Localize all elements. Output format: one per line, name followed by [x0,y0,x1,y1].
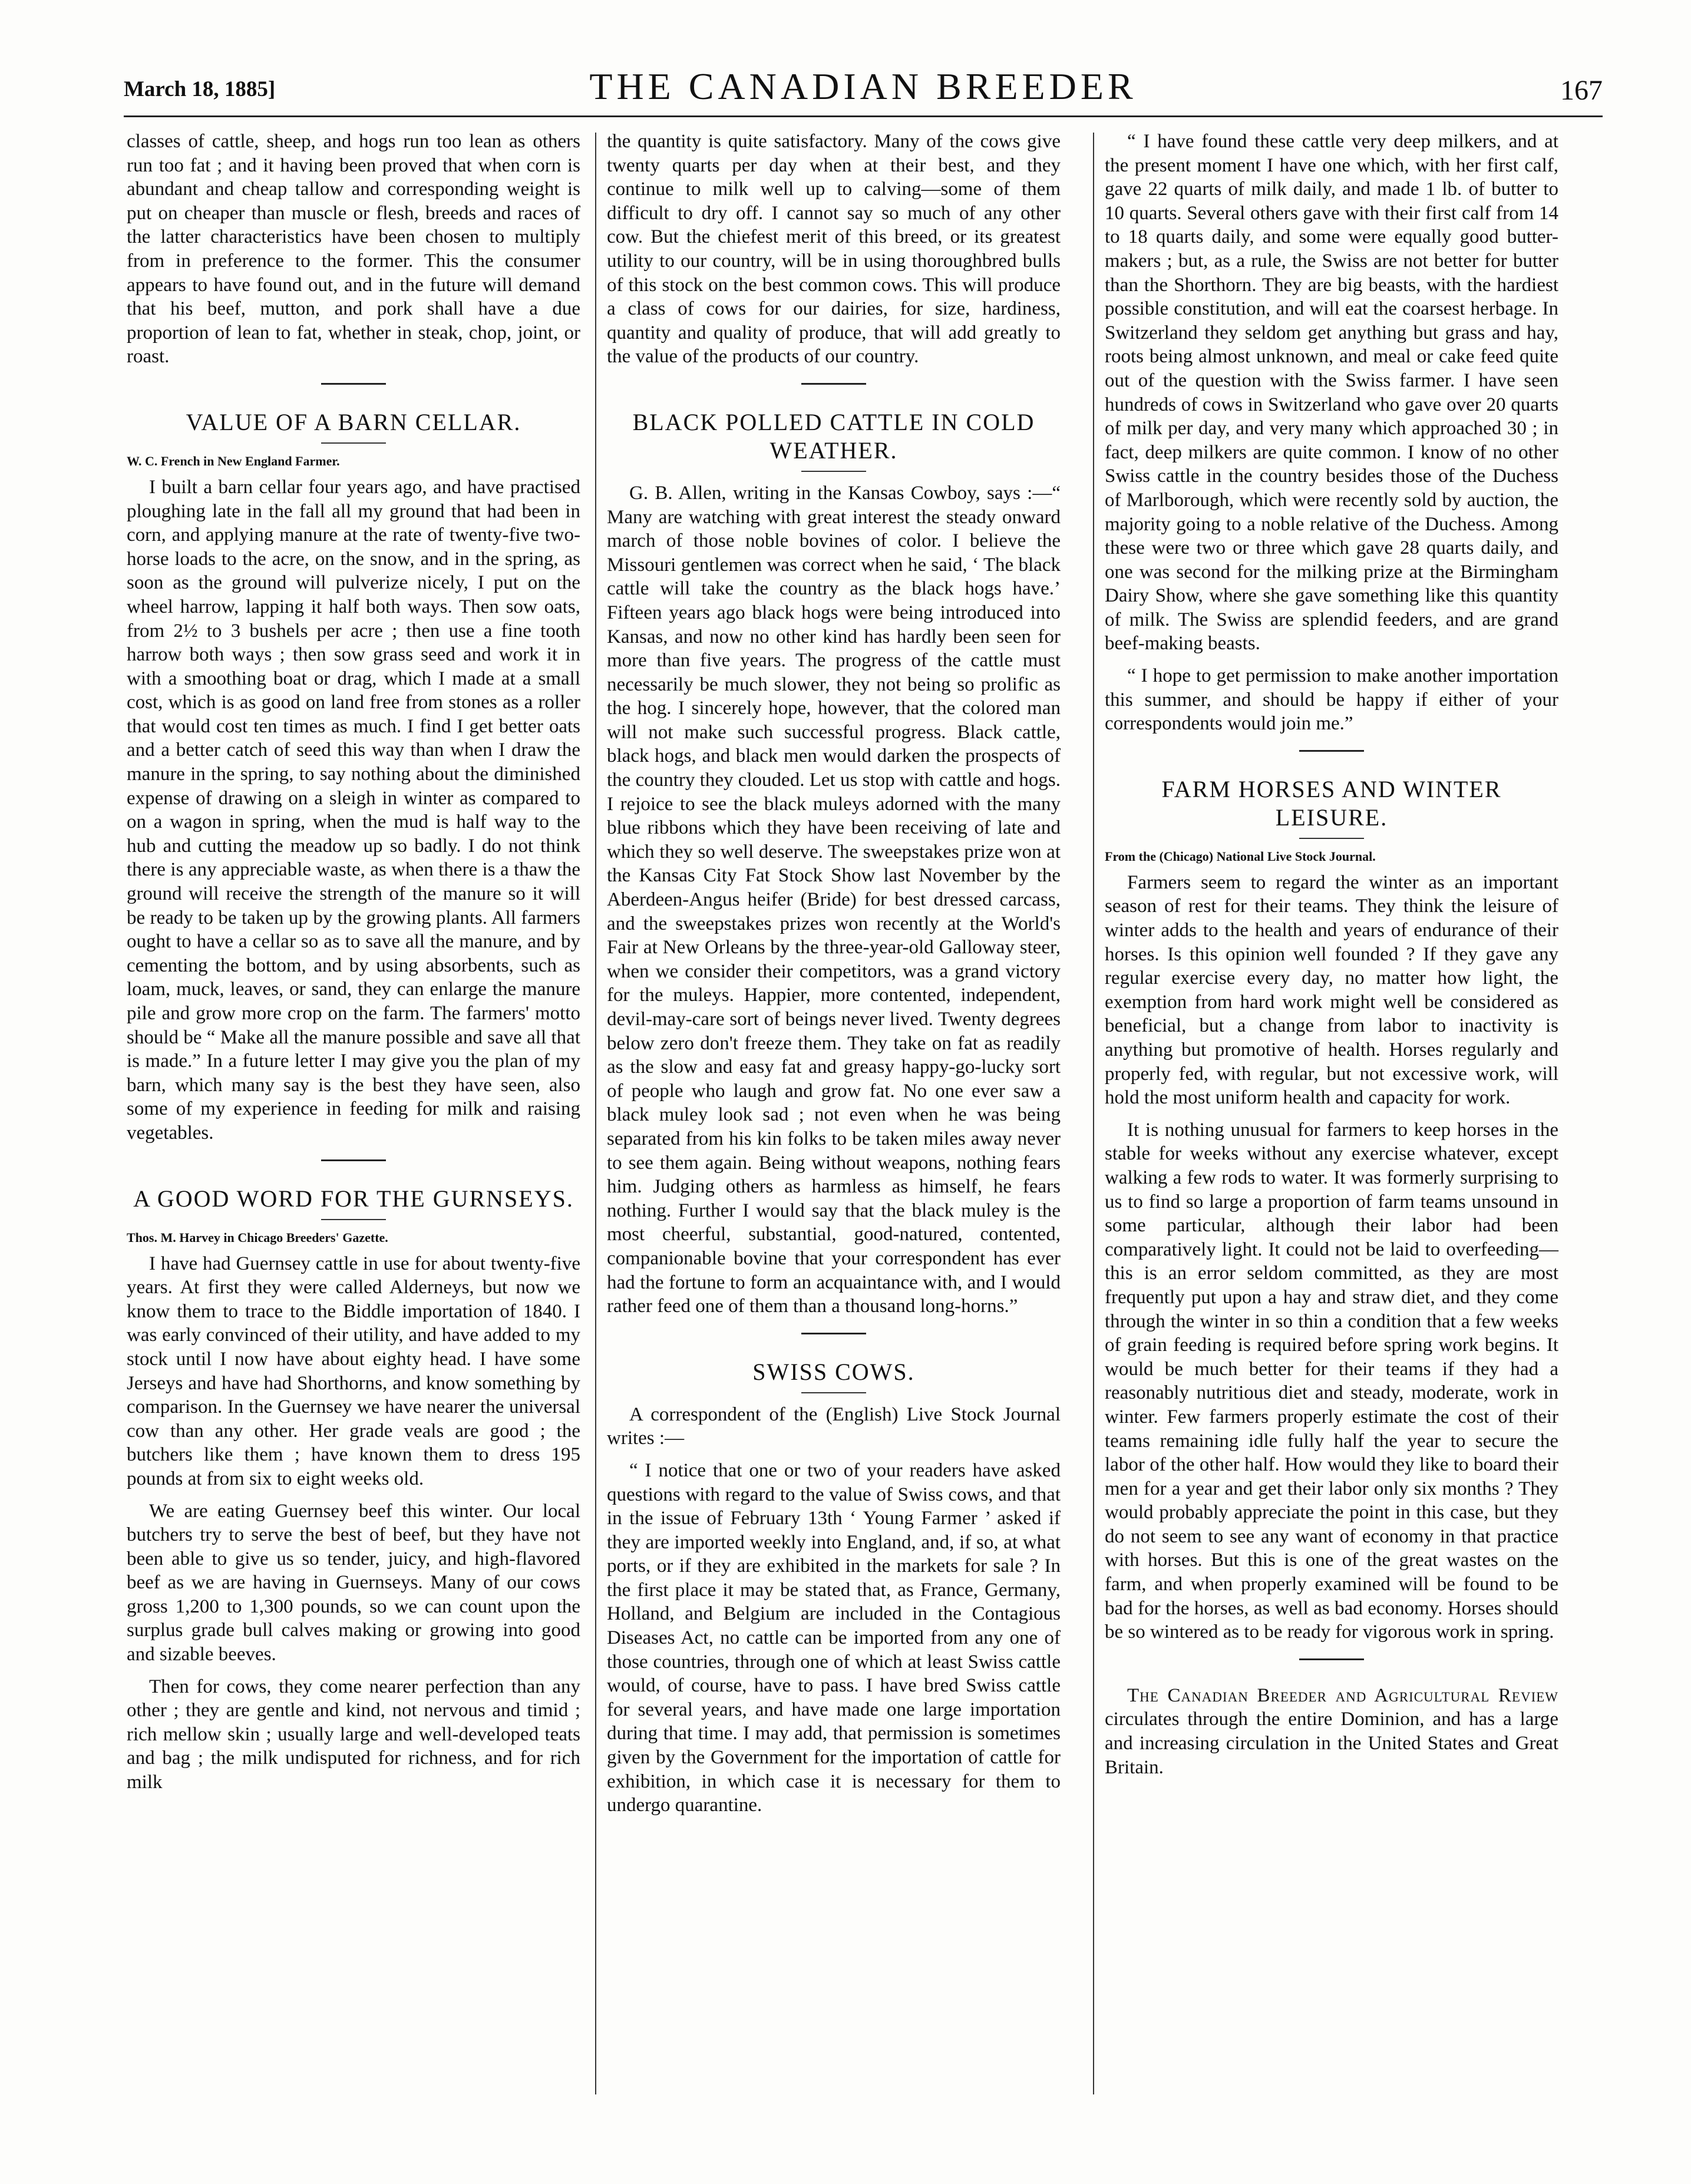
barn-cellar-body: I built a barn cellar four years ago, and have practised ploughing late in the fall all my ground that had been in corn, and applying manure at the rate of twenty-five two-horse loads to the acre, on the snow, and in the spring, as soon as the ground will pulverize nicely, I put on the wheel harrow, lapping it half both ways. Then sow oats, from 2½ to 3 bushels per acre ; then use a fine tooth harrow both ways ; then sow grass seed and work it in with a smoothing boat or drag, which I made at a small cost, which is as good on land free from stones as a roller that would cost ten times as much. I find I get better oats and a better catch of seed this way than when I draw the manure in the spring, to say nothing about the diminished expense of drawing on a sleigh in winter as compared to on a wagon in spring, when the mud is half way to the hub and cutting the meadow up so badly. I do not think there is any appreciable waste, as when there is a thaw the ground will receive the strength of the manure so it will be ready to be taken up by the growing plants. All farmers ought to have a cellar so as to save all the manure, and by cementing the bottom, and by using absorbents, such as loam, muck, leaves, or sand, they can enlarge the manure pile and grow more crop on the farm. The farmers' motto should be “ Make all the manure possible and save all that is made.” In a future letter I may give you the plan of my barn, which many say is the best they have seen, also some of my experience in feeding for milk and raising vegetables. [127,476,580,1144]
headline-rule [801,471,866,472]
circulation-notice [1105,1684,1558,1779]
swiss-cows-paragraph: “ I have found these cattle very deep milkers, and at the present moment I have one which, with her first calf, gave 22 quarts of milk daily, and made 1 lb. of butter to 10 quarts. Several others gave with their first calf from 14 to 18 quarts daily, and some were equally good butter-makers ; but, as a rule, the Swiss are not better for butter than the Shorthorn. They are big beasts, with the hardiest possible constitution, and will eat the coarsest herbage. In Switzerland they seldom get anything but grass and hay, roots being almost unknown, and meal or cake feed quite out of the question with the Swiss farmer. I have seen hundreds of cows in Switzerland who gave over 20 quarts of milk per day, and very many which approached 30 ; in fact, deep milkers are quite common. I know of no other Swiss cattle in the country besides those of the Duchess of Marlborough, which were recently sold by auction, the majority going to a noble relative of the Duchess. Among these were two or three which gave 28 quarts daily, and one was second for the milking prize at the Birmingham Dairy Show, where she gave something like this quantity of milk. The Swiss are splendid feeders, and are grand beef-making beasts. [1105,131,1558,655]
barn-cellar-headline: VALUE OF A BARN CELLAR. [186,408,521,435]
gurnseys-headline: A GOOD WORD FOR THE GURNSEYS. [133,1185,574,1212]
headline-rule [1299,838,1364,839]
masthead-rule [124,115,1603,117]
gurnseys-paragraph: I have had Guernsey cattle in use for about twenty-five years. At first they were called Alderneys, but now we know them to trace to the Biddle importation of 1840. I was early convinced of their utility, and have added to my stock until I now have about eighty head. I have some Jerseys and have had Shorthorns, and know something by comparison. In the Guernsey we have nearer the universal cow than any other. Her grade veals are good ; the butchers like them ; have known them to dress 195 pounds at from six to eight weeks old. [127,1253,580,1489]
article-continuation: the quantity is quite satisfactory. Many of the cows give twenty quarts per day when at their best, and they continue to milk well up to calving—some of them difficult to dry off. I cannot say so much of any other cow. But the chiefest merit of this breed, or its greatest utility to our country, will be in using thoroughbred bulls of this stock on the best common cows. This will produce a class of cows for our dairies, for size, hardiness, quantity and quality of produce, that will add greatly to the value of the products of our country. [607,131,1061,368]
farm-horses-headline: FARM HORSES AND WINTER LEISURE. [1161,775,1502,831]
section-rule [321,383,386,385]
section-rule [1299,750,1364,752]
masthead [124,65,1603,118]
column-2 [607,130,1061,1826]
column-divider-2 [1093,133,1094,2094]
farm-horses-paragraph: It is nothing unusual for farmers to keep horses in the stable for weeks without any exercise whatever, except walking a few rods to water. It was formerly surprising to us to find so large a proportion of farm teams unsound in some particular, although their labor had been comparatively light. It could not be laid to overfeeding—this is an error seldom committed, as they are most frequently put upon a hay and straw diet, and they come through the winter in so thin a condition that a few weeks of grain feeding is required before spring work begins. It would be much better for their teams if they had a reasonably nutritious diet and steady, moderate, work in winter. Few farmers properly estimate the cost of their teams remaining idle fully half the year to secure the labor of the other half. How would they like to board their men for a year and get their labor only six months ? They would probably appreciate the point in this case, but they do not seem to see any want of economy in that practice with horses. But this is one of the great wastes on the farm, and when properly examined will be found to be bad for the horses, as well as bad economy. Horses should be so wintered as to be ready for vigorous work in spring. [1105,1119,1558,1643]
swiss-cows-paragraph: “ I hope to get permission to make another importation this summer, and should be happy if either of your correspondents would join me.” [1105,665,1558,735]
publication-name: The Canadian Breeder and Agricultural Review [1127,1684,1558,1706]
page-number: 167 [1560,75,1603,106]
barn-cellar-source: W. C. French in New England Farmer. [127,453,340,468]
issue-date: March 18, 1885] [124,77,276,101]
section-rule [801,383,866,385]
farm-horses-paragraph: Farmers seem to regard the winter as an important season of rest for their teams. They think the leisure of winter adds to the health and years of endurance of their horses. Is this opinion well founded ? If they gave any regular exercise every day, no matter how light, the exemption from hard work might well be considered as beneficial, but a change from labor to inactivity is anything but promotive of health. Horses regularly and properly fed, with regular, but not excessive work, will hold the most uniform health and capacity for work. [1105,871,1558,1109]
headline-rule [801,1392,866,1393]
section-rule [321,1159,386,1161]
column-3 [1105,130,1558,1779]
headline-rule [321,442,386,444]
black-polled-body: G. B. Allen, writing in the Kansas Cowboy, says :—“ Many are watching with great interest the steady onward march of those noble bovines of color. I believe the Missouri gentlemen was correct when he said, ‘ The black cattle will take the country as the black hogs have.’ Fifteen years ago black hogs were being introduced into Kansas, and now no other kind has hardly been seen for more than five years. The progress of the cattle must necessarily be much slower, they not being so prolific as the hog. I sincerely hope, however, that the colored man will not make such successful progress. Black cattle, black hogs, and black men would darken the prospects of the country they clouded. Let us stop with cattle and hogs. I rejoice to see the black muleys adorned with the many blue ribbons which they have been receiving of late and which they so well deserve. The sweepstakes prize won at the Kansas City Fat Stock Show last November by the Aberdeen-Angus heifer (Bride) for best dressed carcass, and the sweepstakes prizes won recently at the World's Fair at New Orleans by the three-year-old Galloway steer, when we consider their competitors, was a grand victory for the muleys. Happier, more contented, independent, devil-may-care sort of beings never lived. Twenty degrees below zero don't freeze them. They take on fat as readily as the slow and easy fat and greasy happy-go-lucky sort of people who laugh and grow fat. No one ever saw a black muley look sad ; not even when he was being separated from his kin folks to be taken miles away never to see them again. Being without weapons, nothing fears him. Judging others as harmless as himself, he fears nothing. Further I would say that the black muley is the most cheerful, substantial, good-natured, contented, companionable bovine that your correspondent has ever had the fortune to form an acquaintance with, and I would rather feed one of them than a thousand long-horns.” [607,482,1061,1317]
circulation-text: circulates through the entire Dominion, and has a large and increasing circulation in the United States and Great Britain. [1105,1709,1558,1778]
gurnseys-paragraph: We are eating Guernsey beef this winter. Our local butchers try to serve the best of beef, but they have not been able to give us so tender, juicy, and high-flavored beef as we are having in Guernseys. Many of our cows gross 1,200 to 1,300 pounds, so we can count upon the surplus grade bull calves making or growing into good and sizable beeves. [127,1500,580,1666]
farm-horses-source: From the (Chicago) National Live Stock Journal. [1105,848,1376,864]
gurnseys-source: Thos. M. Harvey in Chicago Breeders' Gazette. [127,1230,388,1245]
newspaper-title: THE CANADIAN BREEDER [589,65,1137,107]
swiss-cows-headline: SWISS COWS. [752,1358,915,1385]
column-divider-1 [595,133,596,2094]
headline-rule [321,1219,386,1220]
gurnseys-paragraph: Then for cows, they come nearer perfection than any other ; they are gentle and kind, not nervous and timid ; rich mellow skin ; usually large and well-developed teats and bag ; the milk undisputed for richness, and for rich milk [127,1676,580,1793]
section-rule [801,1333,866,1334]
column-1 [127,130,580,1803]
swiss-cows-intro: A correspondent of the (English) Live Stock Journal writes :— [607,1403,1061,1449]
article-continuation: classes of cattle, sheep, and hogs run too lean as others run too fat ; and it having been proved that when corn is abundant and cheap tallow and corresponding weight is put on cheaper than muscle or flesh, breeds and races of the latter characteristics have been chosen to multiply from in preference to the former. This the consumer appears to have found out, and in the future will demand that his beef, mutton, and pork shall have a due proportion of lean to fat, whether in steak, chop, joint, or roast. [127,131,580,368]
section-rule [1299,1658,1364,1660]
black-polled-headline: BLACK POLLED CATTLE IN COLD WEATHER. [632,408,1035,464]
swiss-cows-body: “ I notice that one or two of your readers have asked questions with regard to the value of Swiss cows, and that in the issue of February 13th ‘ Young Farmer ’ asked if they are imported weekly into England, and, if so, at what ports, or if they are exhibited in the markets for sale ? In the first place it may be stated that, as France, Germany, Holland, and Belgium are included in the Contagious Diseases Act, no cattle can be imported from any one of those countries, through one of which at least Swiss cattle would, of course, have to pass. I have bred Swiss cattle for several years, and have made one large importation during that time. I may add, that permission is sometimes given by the Government for the importation of cattle for exhibition, in which case it is necessary for them to undergo quarantine. [607,1459,1061,1816]
